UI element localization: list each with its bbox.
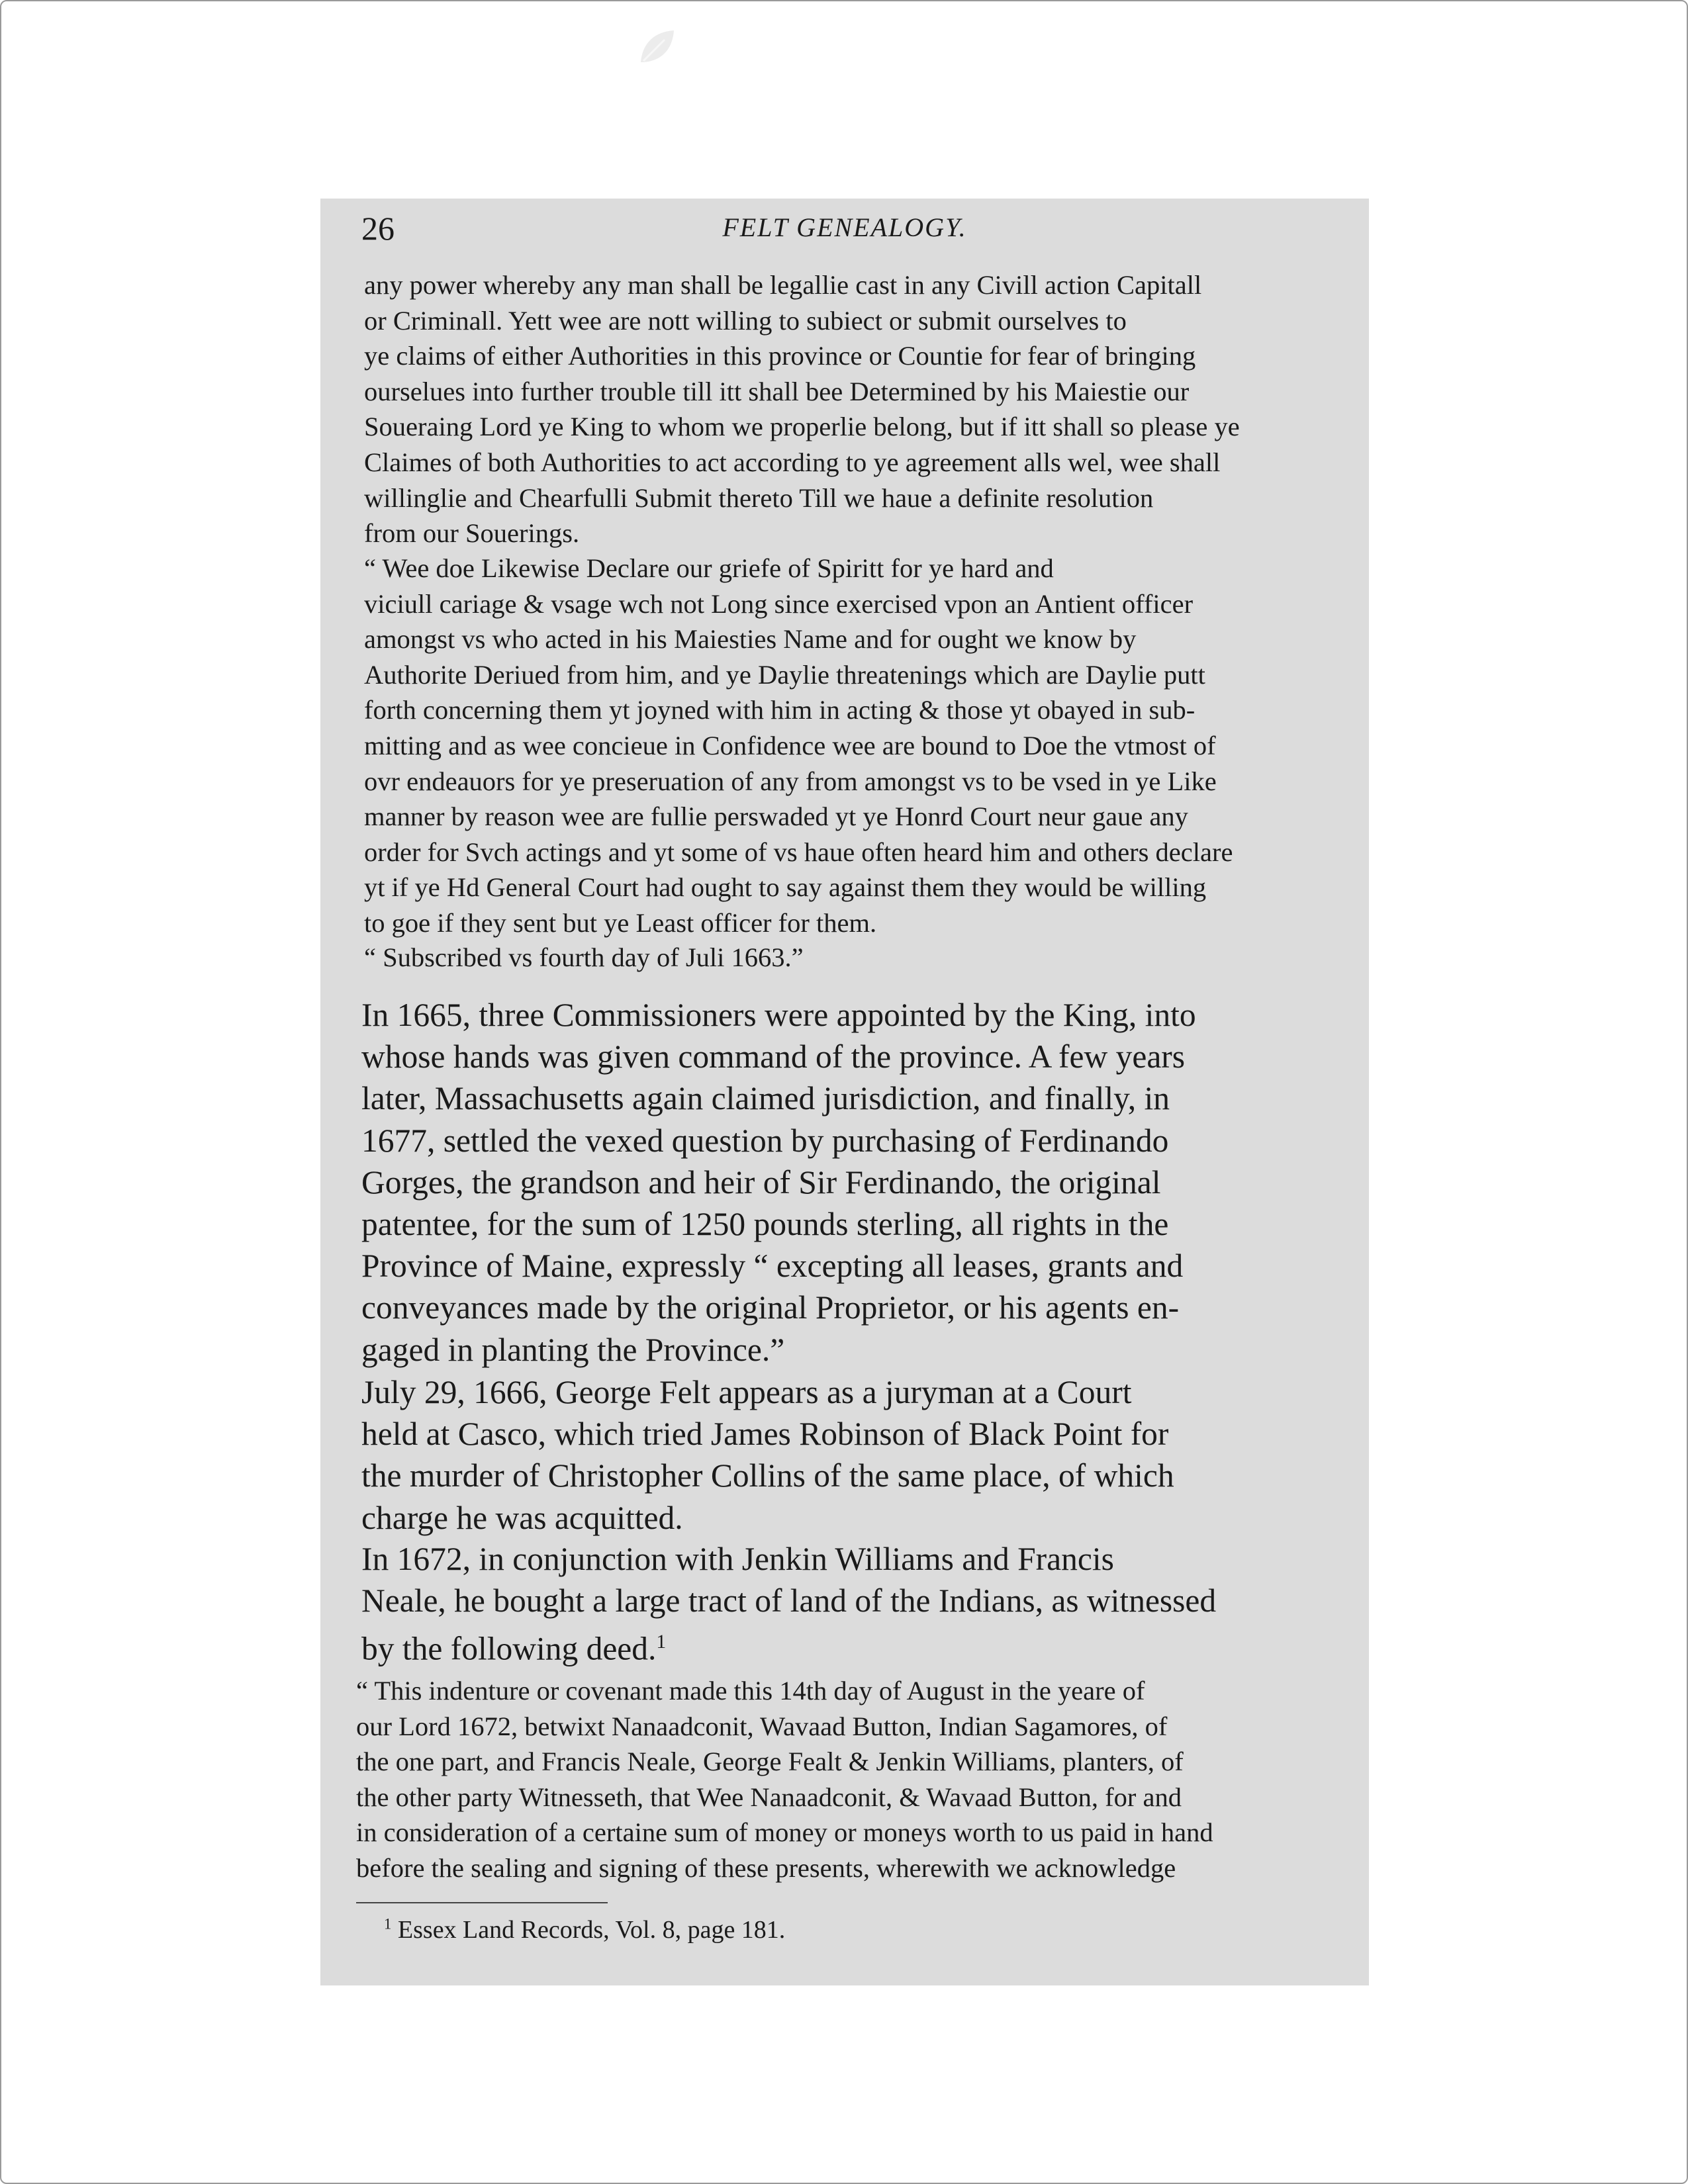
footnote-divider [356, 1902, 608, 1903]
page-number: 26 [361, 210, 395, 247]
paragraph-subscribed: “ Subscribed vs fourth day of Juli 1663.” [364, 942, 804, 972]
paragraph-petition-continued: any power whereby any man shall be legallie cast in any Civill action Capitall or Criminall. Yett wee are nott willing to subiect or submit ourselves to ye claims of either Authorities in this province or Countie for fear of bringing ourselues into further trouble till itt shall bee Determined by his Maiestie our Soueraing Lord ye King to whom we properlie belong, but if itt shall so please ye Claimes of both Authorities to act according to ye agreement alls wel, wee shall willinglie and Chearfulli Submit thereto Till we haue a definite resolution from our Souerings. [364, 270, 1240, 549]
scanned-page [320, 199, 1369, 1985]
footnote-mark: 1 [384, 1915, 392, 1933]
paragraph-land-purchase-text: In 1672, in conjunction with Jenkin Williams and Francis Neale, he bought a large tract of land of the Indians, as witnessed by the following deed. [361, 1541, 1217, 1667]
paragraph-land-purchase [361, 1538, 1328, 1670]
footnote [384, 1915, 785, 1944]
footnote-reference: 1 [656, 1631, 667, 1653]
running-title: FELT GENEALOGY. [722, 212, 967, 242]
paragraph-juryman: July 29, 1666, George Felt appears as a juryman at a Court held at Casco, which tried James Robinson of Black Point for the murder of Christopher Collins of the same place, of which charge he was acquitted. [361, 1374, 1174, 1536]
paragraph-indenture: “ This indenture or covenant made this 14th day of August in the yeare of our Lord 1672, betwixt Nanaadconit, Wavaad Button, Indian Sagamores, of the one part, and Francis Neale, George Fealt & Jenkin Williams, planters, of the other party Witnesseth, that Wee Nanaadconit, & Wavaad Button, for and in consideration of a certaine sum of money or moneys worth to us paid in hand before the sealing and signing of these presents, wherewith we acknowledge [356, 1676, 1213, 1883]
leaf-watermark-icon [635, 25, 678, 68]
paragraph-commissioners: In 1665, three Commissioners were appointed by the King, into whose hands was given command of the province. A few years later, Massachusetts again claimed jurisdiction, and finally, in 1677, settled the vexed question by purchasing of Ferdinando Gorges, the grandson and heir of Sir Ferdinando, the original patentee, for the sum of 1250 pounds sterling, all rights in the Province of Maine, expressly “ excepting all leases, grants and conveyances made by the original Proprietor, or his agents en- gaged in planting the Province.” [361, 997, 1196, 1368]
page-header [361, 204, 1328, 251]
footnote-text: Essex Land Records, Vol. 8, page 181. [391, 1916, 786, 1944]
paragraph-declaration: “ Wee doe Likewise Declare our griefe of Spiritt for ye hard and viciull cariage & vsage wch not Long since exercised vpon an Antient officer amongst vs who acted in his Maiesties Name and for ought we know by Authorite Deriued from him, and ye Daylie threatenings which are Daylie putt forth concerning them yt joyned with him in acting & those yt obayed in sub- mitting and as wee concieue in Confidence wee are bound to Doe the vtmost of ovr endeauors for ye preseruation of any from amongst vs to be vsed in ye Like manner by reason wee are fullie perswaded yt ye Honrd Court neur gaue any order for Svch actings and yt some of vs haue often heard him and others declare yt if ye Hd General Court had ought to say against them they would be willing to goe if they sent but ye Least officer for them. [364, 553, 1233, 938]
